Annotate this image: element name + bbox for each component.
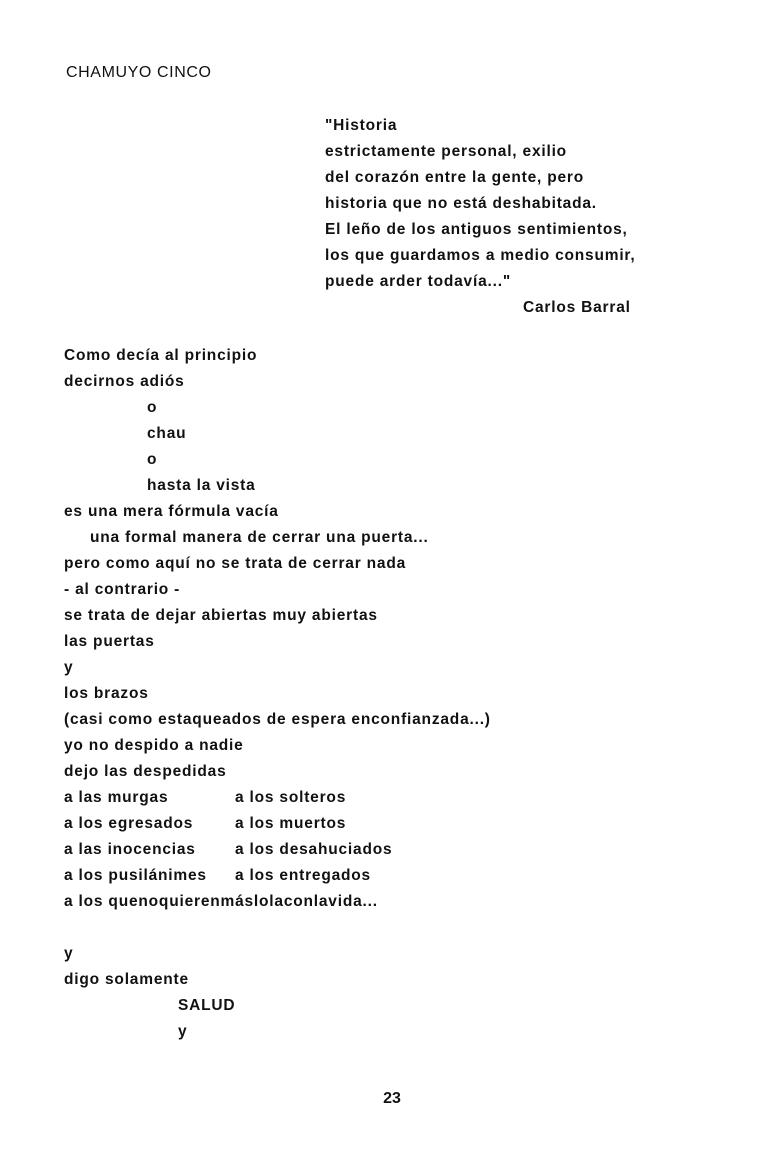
poem-line: o: [147, 451, 158, 468]
poem-line: chau: [147, 425, 187, 442]
epigraph-author: Carlos Barral: [523, 299, 631, 316]
poem-pair-left: a las inocencias: [64, 841, 196, 858]
poem-line: y: [178, 1023, 188, 1040]
epigraph-line: El leño de los antiguos sentimientos,: [325, 221, 628, 238]
poem-line: (casi como estaqueados de espera enconfianzada...): [64, 711, 491, 728]
poem-line: SALUD: [178, 997, 236, 1014]
poem-line: los brazos: [64, 685, 149, 702]
poem-line: - al contrario -: [64, 581, 181, 598]
poem-pair-line: [64, 785, 491, 811]
poem-pair-right: a los desahuciados: [235, 841, 393, 858]
page-number: 23: [383, 1090, 401, 1107]
poem-pair-right: a los solteros: [235, 789, 347, 806]
poem-line: decirnos adiós: [64, 373, 185, 390]
epigraph-line: "Historia: [325, 117, 398, 134]
chapter-title: CHAMUYO CINCO: [66, 64, 212, 81]
epigraph: [325, 113, 636, 321]
poem-pair-left: a los pusilánimes: [64, 867, 207, 884]
epigraph-line: del corazón entre la gente, pero: [325, 169, 585, 186]
poem-pair-line: [64, 863, 491, 889]
poem-line: pero como aquí no se trata de cerrar nada: [64, 555, 407, 572]
poem-line: hasta la vista: [147, 477, 256, 494]
poem-pair-line: [64, 837, 491, 863]
poem-body: [64, 343, 491, 1045]
poem-line: digo solamente: [64, 971, 189, 988]
epigraph-line: los que guardamos a medio consumir,: [325, 247, 636, 264]
blank-line: [64, 915, 491, 941]
poem-line: y: [64, 945, 74, 962]
poem-line: es una mera fórmula vacía: [64, 503, 279, 520]
poem-line: y: [64, 659, 74, 676]
poem-line: una formal manera de cerrar una puerta...: [90, 529, 429, 546]
poem-line: o: [147, 399, 158, 416]
poem-pair-right: a los muertos: [235, 815, 347, 832]
epigraph-line: historia que no está deshabitada.: [325, 195, 597, 212]
poem-line: las puertas: [64, 633, 155, 650]
poem-line: Como decía al principio: [64, 347, 258, 364]
poem-line: se trata de dejar abiertas muy abiertas: [64, 607, 378, 624]
poem-pair-right: a los entregados: [235, 867, 371, 884]
poem-line: dejo las despedidas: [64, 763, 227, 780]
poem-line: a los quenoquierenmáslolaconlavida...: [64, 893, 378, 910]
epigraph-line: estrictamente personal, exilio: [325, 143, 567, 160]
poem-pair-left: a las murgas: [64, 789, 169, 806]
poem-line: yo no despido a nadie: [64, 737, 244, 754]
poem-pair-left: a los egresados: [64, 815, 194, 832]
epigraph-line: puede arder todavía...": [325, 273, 511, 290]
poem-pair-line: [64, 811, 491, 837]
